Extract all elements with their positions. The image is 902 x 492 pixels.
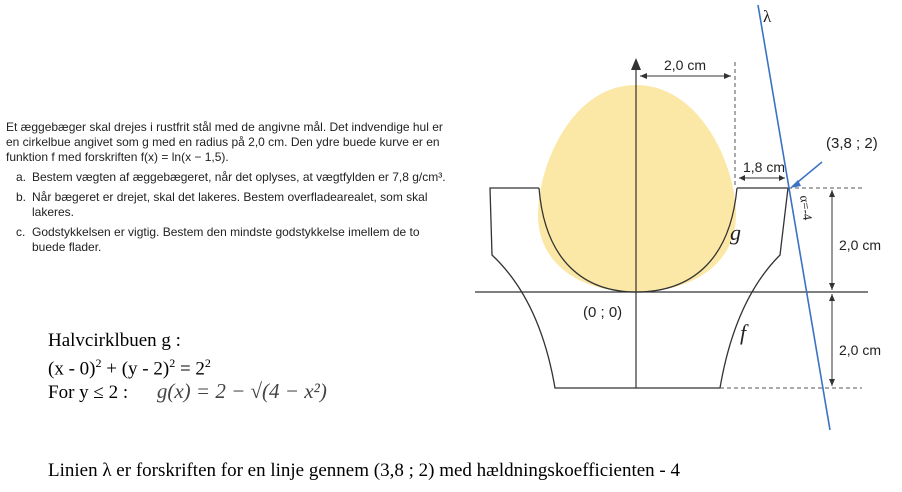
circle-equation: $(x - 0)^2 + (y - 2)^2 = 2^2$ xyxy=(48,356,211,380)
problem-item-c: c. Godstykkelsen er vigtig. Bestem den mindste godstykkelse imellem de to buede flader. xyxy=(16,225,420,254)
g-formula: g(x) = 2 − √(4 − x²) xyxy=(156,379,327,404)
dim-right-lower-label: 2,0 cm xyxy=(839,342,882,358)
dim-rim-label: 1,8 cm xyxy=(743,159,786,175)
dim-right-upper-label: 2,0 cm xyxy=(839,237,882,253)
dim-top-label: 2,0 cm xyxy=(664,57,707,73)
g-label: g xyxy=(730,220,741,245)
lambda-label: λ xyxy=(763,7,772,26)
problem-item-a: a. Bestem vægten af æggebægeret, når det oplyses, at vægtfylden er 7,8 g/cm³. xyxy=(16,170,446,184)
origin-label: (0 ; 0) xyxy=(583,304,623,321)
point-label: (3,8 ; 2) xyxy=(826,135,878,152)
problem-intro: Et æggebæger skal drejes i rustfrit stål med de angivne mål. Det indvendige hul er en cirkelbue angivet som g med en radius på 2,0 cm. Den ydre buede kurve er en funktion f med forskriften f(x) = ln(x − 1,5). xyxy=(6,120,443,164)
problem-item-b: b. Når bægeret er drejet, skal det lakeres. Bestem overfladearealet, som skal lakeres. xyxy=(16,190,428,219)
condition: For y ≤ 2 : xyxy=(48,382,129,404)
f-label: f xyxy=(740,320,747,345)
egg-shape xyxy=(538,85,736,292)
lambda-sentence: Linien λ er forskriften for en linje gennem (3,8 ; 2) med hældningskoefficienten - 4 xyxy=(48,460,680,481)
y-axis-arrow xyxy=(631,58,641,70)
lambda-line xyxy=(758,5,830,430)
slope-label: α=-4 xyxy=(797,194,816,222)
notes-heading: Halvcirklbuen g : xyxy=(48,330,181,351)
